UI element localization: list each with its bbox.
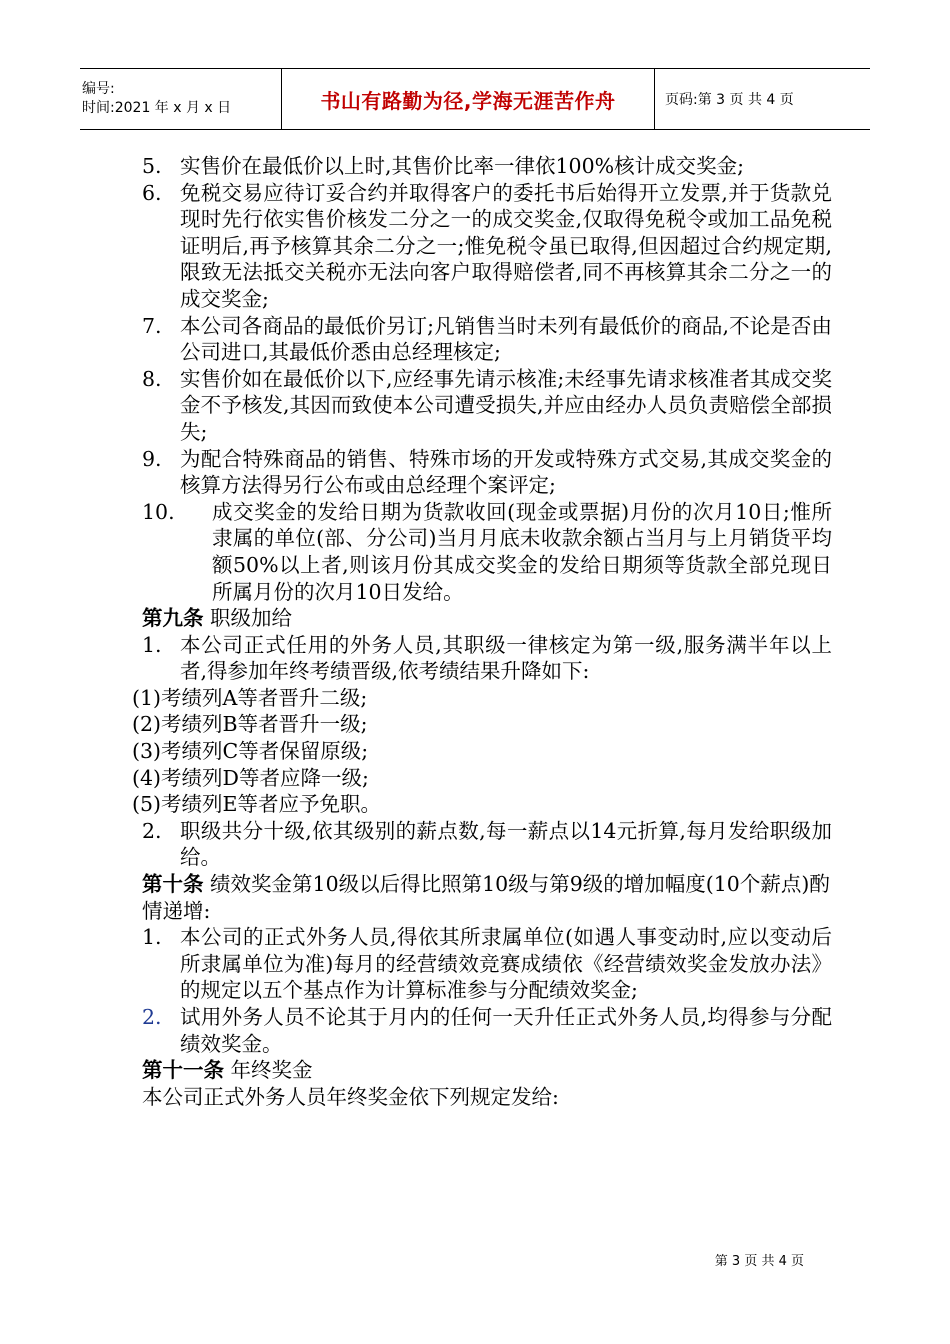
article-heading: 绩效奖金第10级以后得比照第10级与第9级的增加幅度(10个薪点)酌情递增: (142, 872, 830, 923)
list-item (142, 153, 832, 180)
sub-item: (4)考绩列D等者应降一级; (132, 765, 369, 790)
article-9 (142, 605, 832, 632)
list-item (142, 499, 832, 605)
item-number: 1. (142, 925, 162, 950)
footer-page-number: 第 3 页 共 4 页 (714, 1254, 804, 1269)
number-label: 编号: (82, 81, 115, 97)
item-number: 2. (142, 1005, 162, 1029)
document-body (132, 153, 832, 1110)
item-text: 试用外务人员不论其于月内的任何一天升任正式外务人员,均得参与分配绩效奖金。 (180, 1005, 832, 1056)
list-item (142, 924, 832, 1004)
item-text: 职级共分十级,依其级别的薪点数,每一薪点以14元折算,每月发给职级加给。 (180, 818, 832, 870)
item-number: 10. (142, 499, 175, 524)
sub-item: (1)考绩列A等者晋升二级; (132, 685, 368, 710)
header-page (655, 69, 870, 129)
item-number: 2. (142, 818, 162, 843)
header-motto (282, 69, 655, 129)
article-heading: 职级加给 (210, 606, 293, 631)
page-label: 页码:第 3 页 共 4 页 (665, 92, 794, 108)
item-text: 为配合特殊商品的销售、特殊市场的开发或特殊方式交易,其成交奖金的核算方法得另行公布或由总经理个案评定; (180, 446, 832, 498)
item-number: 5. (142, 154, 162, 178)
page-header (80, 68, 870, 130)
sub-item: (5)考绩列E等者应予免职。 (132, 792, 382, 817)
article-10 (142, 871, 832, 924)
article-title: 第九条 (142, 606, 204, 631)
list-item (142, 818, 832, 871)
sub-item: (3)考绩列C等者保留原级; (132, 739, 369, 764)
item-number: 7. (142, 313, 162, 338)
item-number: 9. (142, 446, 162, 471)
time-label: 时间:2021 年 x 月 x 日 (82, 100, 232, 116)
list-item (142, 180, 832, 313)
article-11 (142, 1057, 832, 1084)
article-title: 第十一条 (142, 1058, 224, 1083)
item-text: 实售价在最低价以上时,其售价比率一律依100%核计成交奖金; (180, 154, 745, 178)
item-number: 1. (142, 632, 162, 657)
article-title: 第十条 (142, 872, 204, 897)
article-heading: 年终奖金 (230, 1058, 313, 1083)
item-number: 6. (142, 180, 162, 205)
header-meta (80, 69, 282, 129)
list-item (142, 366, 832, 446)
item-text: 本公司各商品的最低价另订;凡销售当时未列有最低价的商品,不论是否由公司进口,其最低价悉由总经理核定; (180, 313, 832, 365)
paragraph: 本公司正式外务人员年终奖金依下列规定发给: (142, 1084, 559, 1109)
item-text: 本公司的正式外务人员,得依其所隶属单位(如遇人事变动时,应以变动后所隶属单位为准)每月的经营绩效竞赛成绩依《经营绩效奖金发放办法》的规定以五个基点作为计算标准参与分配绩效奖金; (180, 925, 832, 1003)
item-text: 实售价如在最低价以下,应经事先请示核准;未经事先请求核准者其成交奖金不予核发,其因而致使本公司遭受损失,并应由经办人员负责赔偿全部损失; (180, 366, 832, 444)
motto-text: 书山有路勤为径,学海无涯苦作舟 (320, 88, 616, 113)
item-text: 本公司正式任用的外务人员,其职级一律核定为第一级,服务满半年以上者,得参加年终考绩晋级,依考绩结果升降如下: (180, 632, 832, 684)
item-text: 免税交易应待订妥合约并取得客户的委托书后始得开立发票,并于货款兑现时先行依实售价核发二分之一的成交奖金,仅取得免税令或加工品免税证明后,再予核算其余二分之一;惟免税令虽已取得,但因超过合约规定期,限致无法抵交关税亦无法向客户取得赔偿者,同不再核算其余二分之一的成交奖金; (180, 180, 832, 311)
item-text: 成交奖金的发给日期为货款收回(现金或票据)月份的次月10日;惟所隶属的单位(部、分公司)当月月底未收款余额占当月与上月销货平均额50%以上者,则该月份其成交奖金的发给日期须等货款全部兑现日所属月份的次月10日发给。 (212, 499, 832, 604)
list-item (142, 446, 832, 499)
list-item (142, 1004, 832, 1057)
page-footer (715, 1250, 804, 1269)
list-item (142, 632, 832, 685)
sub-item: (2)考绩列B等者晋升一级; (132, 712, 368, 737)
list-item (142, 313, 832, 366)
item-number: 8. (142, 366, 162, 391)
